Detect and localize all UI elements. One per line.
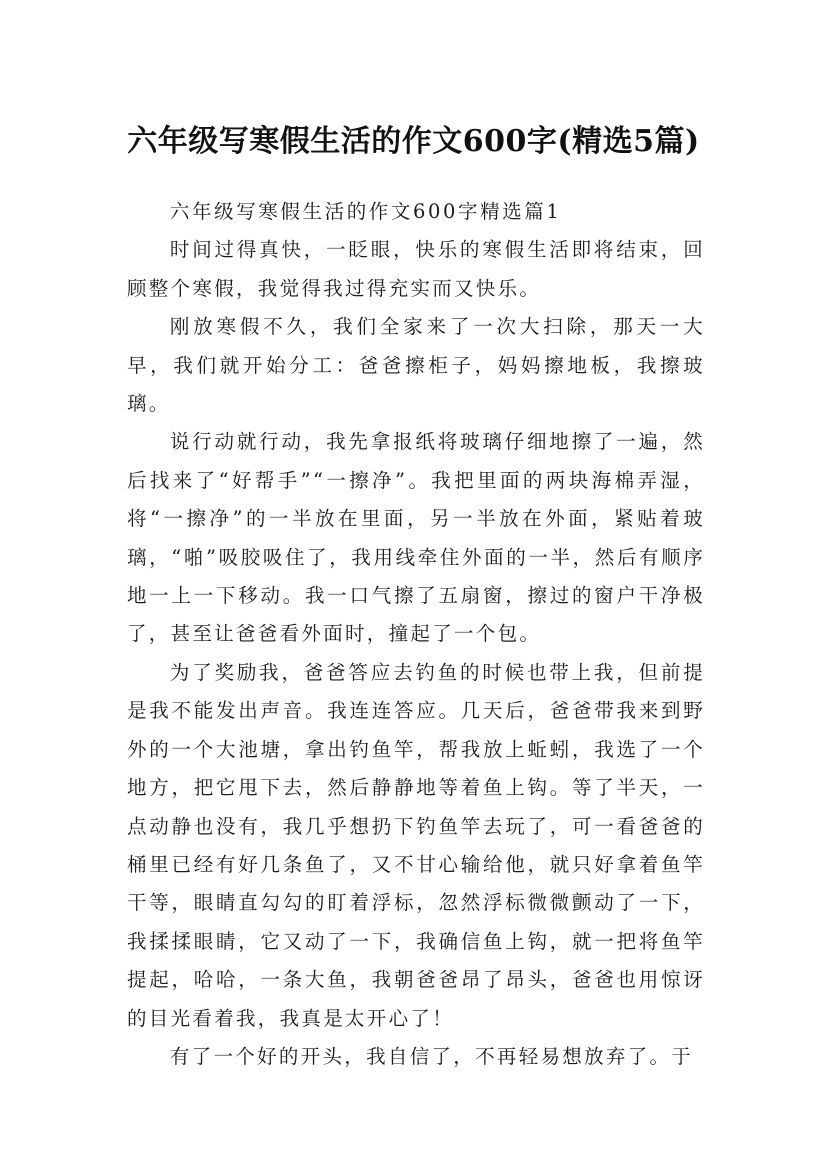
paragraph-2: 刚放寒假不久，我们全家来了一次大扫除，那天一大早，我们就开始分工：爸爸擦柜子，妈妈擦地板，我擦玻璃。	[127, 315, 705, 416]
paragraph-5: 有了一个好的开头，我自信了，不再轻易想放弃了。于	[169, 1044, 694, 1068]
paragraph-4: 为了奖励我，爸爸答应去钓鱼的时候也带上我，但前提是我不能发出声音。我连连答应。几天后，爸爸带我来到野外的一个大池塘，拿出钓鱼竿，帮我放上蚯蚓，我选了一个地方，把它甩下去，然后静静地等着鱼上钩。等了半天，一点动静也没有，我几乎想扔下钓鱼竿去玩了，可一看爸爸的桶里已经有好几条鱼了，又不甘心输给他，就只好拿着鱼竿干等，眼睛直勾勾的盯着浮标，忽然浮标微微颤动了一下，我揉揉眼睛，它又动了一下，我确信鱼上钩，就一把将鱼竿提起，哈哈，一条大鱼，我朝爸爸昂了昂头，爸爸也用惊讶的目光看着我，我真是太开心了！	[127, 660, 705, 1030]
section-heading: 六年级写寒假生活的作文600字精选篇1	[169, 200, 562, 223]
paragraph-1: 时间过得真快，一眨眼，快乐的寒假生活即将结束，回顾整个寒假，我觉得我过得充实而又快乐。	[127, 238, 705, 300]
article-body	[127, 193, 705, 1076]
paragraph-3: 说行动就行动，我先拿报纸将玻璃仔细地擦了一遍，然后找来了“好帮手”“一擦净”。我把里面的两块海棉弄湿，将“一擦净”的一半放在里面，另一半放在外面，紧贴着玻璃，“啪”吸胶吸住了，我用线牵住外面的一半，然后有顺序地一上一下移动。我一口气擦了五扇窗，擦过的窗户干净极了，甚至让爸爸看外面时，撞起了一个包。	[127, 430, 705, 646]
document-title: 六年级写寒假生活的作文600字(精选5篇)	[127, 124, 700, 160]
